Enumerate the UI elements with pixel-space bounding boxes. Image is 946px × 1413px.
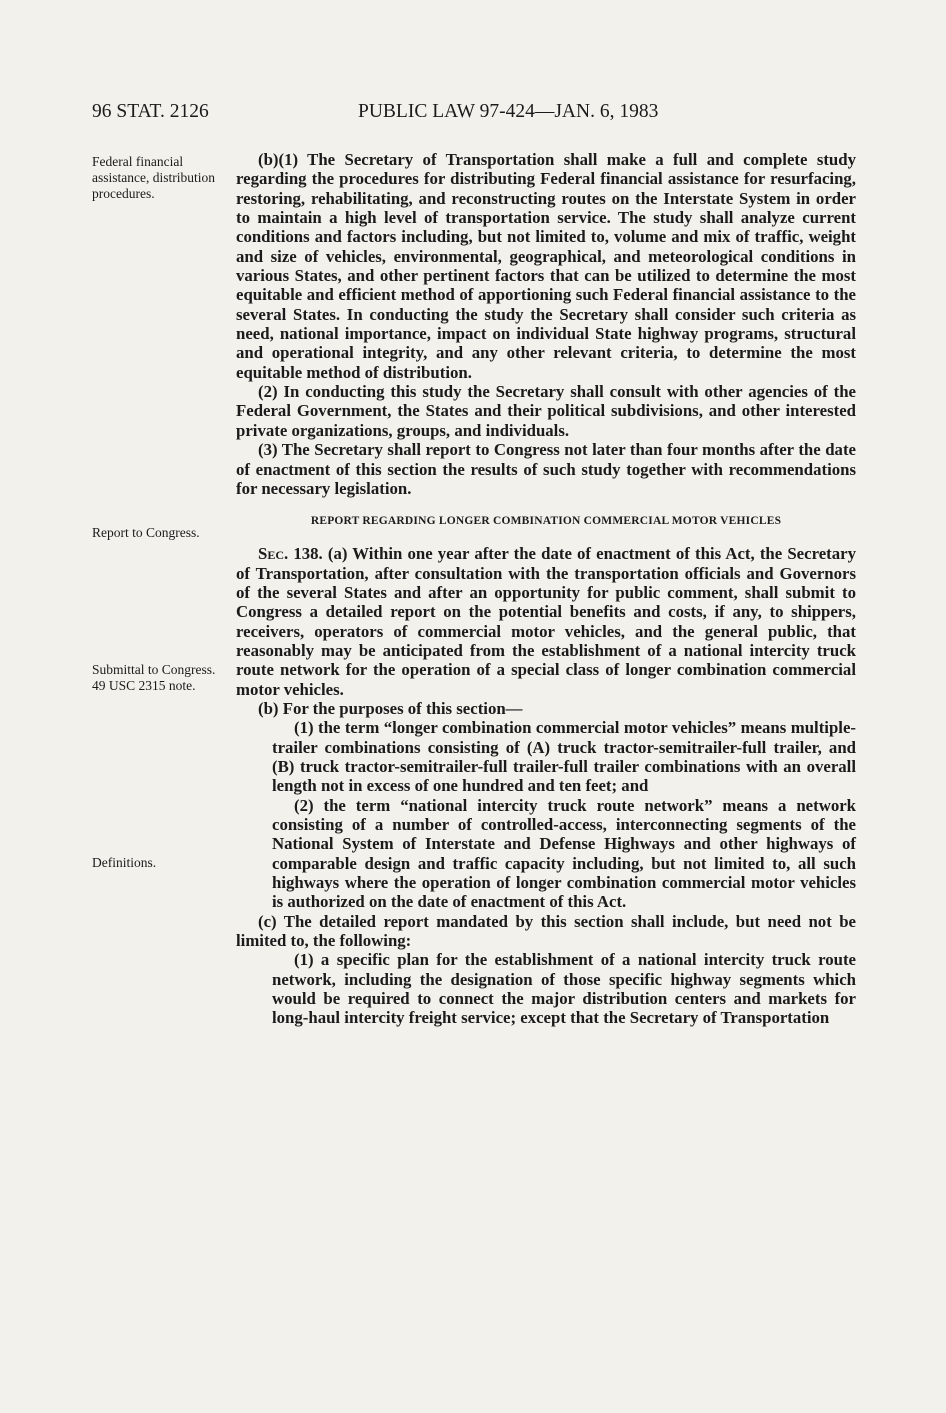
stat-citation: 96 STAT. 2126 — [92, 101, 209, 122]
paragraph-c-intro: (c) The detailed report mandated by this section shall include, but need not be limited to, the following: — [236, 911, 856, 951]
section-heading: REPORT REGARDING LONGER COMBINATION COMMERCIAL MOTOR VEHICLES — [310, 515, 782, 528]
definition-2: (2) the term “national intercity truck route network” means a network consisting of a number of controlled-access, interconnecting segments of the National System of Interstate and Defense Highways and other highways of comparable design and traffic capacity including, but not limited to, all such highways where the operation of longer combination commercial motor vehicles is authorized on the date of enactment of this Act. — [272, 795, 856, 912]
paragraph-b-intro: (b) For the purposes of this section— — [258, 698, 523, 718]
statute-body — [236, 150, 856, 1028]
paragraph-b3: (3) The Secretary shall report to Congress not later than four months after the date of enactment of this section the results of such study together with recommendations for necessary legislation. — [236, 440, 856, 498]
paragraph-b1: (b)(1) The Secretary of Transportation shall make a full and complete study regarding the procedures for distributing Federal financial assistance for resurfacing, restoring, rehabilitating, and reconstructing routes on the Interstate System in order to maintain a high level of transportation service. The study shall analyze current conditions and factors including, but not limited to, volume and mix of traffic, weight and size of vehicles, environmental, geographical, and meteorological conditions in various States, and other pertinent factors that can be utilized to determine the most equitable and efficient method of apportioning such Federal financial assistance to the several States. In conducting the study the Secretary shall consider such criteria as need, national importance, impact on individual State highway programs, structural and operational integrity, and any other relevant criteria, to determine the most equitable method of distribution. — [236, 150, 856, 382]
paragraph-c1: (1) a specific plan for the establishment of a national intercity truck route network, including the designation of those specific highway segments which would be required to connect the major distribution centers and markets for long-haul intercity freight service; except that the Secretary of Transportation — [272, 950, 856, 1028]
paragraph-sec-138-a — [236, 544, 856, 699]
margin-note-submittal: Submittal to Congress. 49 USC 2315 note. — [92, 662, 216, 693]
margin-note-federal-assistance: Federal financial assistance, distribution procedures. — [92, 154, 215, 201]
paragraph-b2: (2) In conducting this study the Secretary shall consult with other agencies of the Federal Government, the States and their political subdivisions, and other interested private organizations, groups, and individuals. — [236, 382, 856, 440]
sec-label: Sec. — [258, 544, 289, 564]
sec-138-a-text: 138. (a) Within one year after the date of enactment of this Act, the Secretary of Transportation, after consultation with the transportation officials and Governors of the several States and after an opportunity for public comment, shall submit to Congress a detailed report on the potential benefits and costs, if any, to shippers, receivers, operators of commercial motor vehicles, and the general public, that reasonably may be anticipated from the establishment of a national intercity truck route network for the operation of a special class of longer combination commercial motor vehicles. — [236, 544, 856, 699]
public-law-title: PUBLIC LAW 97-424—JAN. 6, 1983 — [358, 101, 659, 122]
margin-note-report-to-congress: Report to Congress. — [92, 525, 200, 540]
margin-note-definitions: Definitions. — [92, 855, 157, 870]
page-header — [92, 101, 856, 131]
definition-1: (1) the term “longer combination commercial motor vehicles” means multiple-trailer combinations consisting of (A) truck tractor-semitrailer-full trailer, and (B) truck tractor-semitrailer-full trailer-full trailer combinations with an overall length not in excess of one hundred and ten feet; and — [272, 718, 856, 796]
